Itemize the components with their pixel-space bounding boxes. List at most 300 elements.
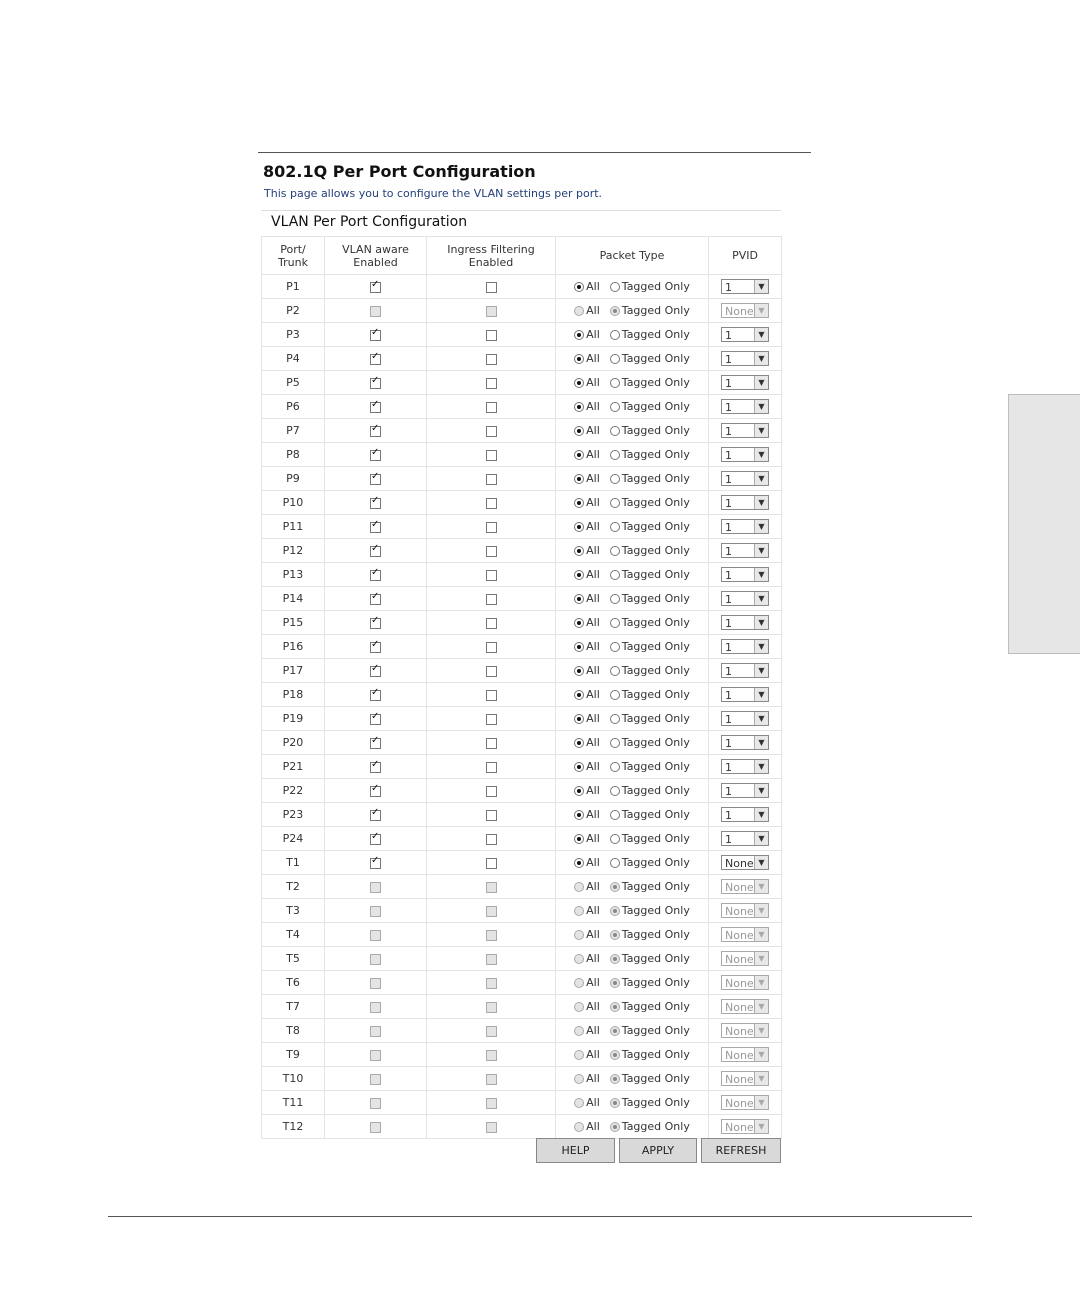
ingress-filtering-checkbox[interactable] <box>486 450 497 461</box>
packet-all-radio[interactable] <box>574 834 584 844</box>
vlan-aware-checkbox[interactable] <box>370 402 381 413</box>
port-cell <box>262 1019 325 1043</box>
pvid-value: 1 <box>725 617 732 630</box>
vlan-aware-cell <box>325 467 427 491</box>
pvid-select <box>721 927 769 942</box>
pvid-cell <box>709 827 782 851</box>
packet-type-cell <box>556 275 709 299</box>
vlan-aware-checkbox[interactable] <box>370 690 381 701</box>
ingress-filtering-checkbox <box>486 882 497 893</box>
packet-all-radio[interactable] <box>574 666 584 676</box>
table-header-row <box>262 237 782 275</box>
packet-all-radio[interactable] <box>574 474 584 484</box>
packet-tagged-radio[interactable] <box>610 402 620 412</box>
ingress-filtering-checkbox[interactable] <box>486 522 497 533</box>
ingress-cell <box>427 1091 556 1115</box>
pvid-select[interactable] <box>721 807 769 822</box>
packet-tagged-radio[interactable] <box>610 642 620 652</box>
packet-tagged-radio[interactable] <box>610 474 620 484</box>
port-cell <box>262 755 325 779</box>
port-cell <box>262 923 325 947</box>
pvid-select[interactable] <box>721 399 769 414</box>
table-row <box>262 779 782 803</box>
chevron-down-icon: ▼ <box>754 976 768 989</box>
ingress-filtering-checkbox[interactable] <box>486 594 497 605</box>
pvid-value: 1 <box>725 785 732 798</box>
packet-all-radio[interactable] <box>574 570 584 580</box>
ingress-filtering-checkbox[interactable] <box>486 834 497 845</box>
packet-all-radio[interactable] <box>574 858 584 868</box>
packet-tagged-label: Tagged Only <box>621 856 690 869</box>
pvid-value: None <box>725 1121 754 1134</box>
packet-tagged-label: Tagged Only <box>621 928 690 941</box>
packet-type-cell <box>556 323 709 347</box>
pvid-select[interactable] <box>721 495 769 510</box>
packet-tagged-label: Tagged Only <box>621 1096 690 1109</box>
ingress-filtering-checkbox[interactable] <box>486 786 497 797</box>
pvid-select[interactable] <box>721 711 769 726</box>
port-label: P16 <box>282 640 304 653</box>
pvid-value: None <box>725 953 754 966</box>
port-label: P21 <box>282 760 304 773</box>
vlan-aware-cell <box>325 323 427 347</box>
port-label: P4 <box>286 352 300 365</box>
ingress-cell <box>427 371 556 395</box>
pvid-cell <box>709 971 782 995</box>
ingress-filtering-checkbox[interactable] <box>486 330 497 341</box>
packet-all-label: All <box>586 736 600 749</box>
ingress-filtering-checkbox[interactable] <box>486 810 497 821</box>
packet-tagged-label: Tagged Only <box>621 760 690 773</box>
packet-all-radio[interactable] <box>574 690 584 700</box>
ingress-filtering-checkbox[interactable] <box>486 666 497 677</box>
vlan-aware-checkbox[interactable] <box>370 762 381 773</box>
vlan-aware-cell <box>325 587 427 611</box>
packet-tagged-radio[interactable] <box>610 786 620 796</box>
pvid-value: 1 <box>725 569 732 582</box>
port-cell <box>262 1091 325 1115</box>
pvid-select[interactable] <box>721 279 769 294</box>
vlan-aware-checkbox <box>370 1098 381 1109</box>
table-row <box>262 395 782 419</box>
packet-tagged-radio[interactable] <box>610 834 620 844</box>
vlan-aware-cell <box>325 371 427 395</box>
packet-all-radio[interactable] <box>574 546 584 556</box>
pvid-select[interactable] <box>721 471 769 486</box>
packet-all-radio[interactable] <box>574 786 584 796</box>
packet-tagged-radio[interactable] <box>610 378 620 388</box>
packet-all-label: All <box>586 1120 600 1133</box>
vlan-aware-checkbox[interactable] <box>370 642 381 653</box>
ingress-cell <box>427 827 556 851</box>
pvid-value: 1 <box>725 497 732 510</box>
ingress-cell <box>427 1115 556 1139</box>
chevron-down-icon: ▼ <box>754 544 768 557</box>
packet-tagged-label: Tagged Only <box>621 472 690 485</box>
packet-all-radio[interactable] <box>574 714 584 724</box>
pvid-select[interactable] <box>721 759 769 774</box>
port-label: T6 <box>286 976 300 989</box>
packet-tagged-radio[interactable] <box>610 738 620 748</box>
packet-tagged-label: Tagged Only <box>621 496 690 509</box>
packet-tagged-label: Tagged Only <box>621 1048 690 1061</box>
packet-all-label: All <box>586 760 600 773</box>
pvid-select[interactable] <box>721 519 769 534</box>
packet-type-cell <box>556 611 709 635</box>
port-cell <box>262 563 325 587</box>
ingress-cell <box>427 299 556 323</box>
packet-all-radio[interactable] <box>574 426 584 436</box>
chevron-down-icon: ▼ <box>754 832 768 845</box>
pvid-value: 1 <box>725 545 732 558</box>
vlan-aware-cell <box>325 419 427 443</box>
packet-all-label: All <box>586 880 600 893</box>
ingress-filtering-checkbox[interactable] <box>486 498 497 509</box>
vlan-aware-checkbox[interactable] <box>370 282 381 293</box>
pvid-cell <box>709 731 782 755</box>
port-label: P12 <box>282 544 304 557</box>
packet-type-cell <box>556 587 709 611</box>
packet-tagged-radio <box>610 1050 620 1060</box>
packet-tagged-radio <box>610 1002 620 1012</box>
ingress-cell <box>427 275 556 299</box>
chevron-down-icon: ▼ <box>754 352 768 365</box>
pvid-select[interactable] <box>721 783 769 798</box>
ingress-filtering-checkbox[interactable] <box>486 762 497 773</box>
pvid-cell <box>709 371 782 395</box>
pvid-value: 1 <box>725 377 732 390</box>
vlan-aware-checkbox[interactable] <box>370 786 381 797</box>
packet-tagged-label: Tagged Only <box>621 520 690 533</box>
ingress-cell <box>427 899 556 923</box>
pvid-select <box>721 1047 769 1062</box>
ingress-filtering-checkbox[interactable] <box>486 546 497 557</box>
chevron-down-icon: ▼ <box>754 1120 768 1133</box>
port-cell <box>262 539 325 563</box>
pvid-cell <box>709 707 782 731</box>
packet-tagged-radio[interactable] <box>610 714 620 724</box>
table-row <box>262 899 782 923</box>
port-label: P23 <box>282 808 304 821</box>
vlan-aware-checkbox[interactable] <box>370 618 381 629</box>
vlan-aware-checkbox[interactable] <box>370 354 381 365</box>
vlan-aware-cell <box>325 827 427 851</box>
vlan-aware-checkbox[interactable] <box>370 522 381 533</box>
pvid-cell <box>709 875 782 899</box>
pvid-select <box>721 1023 769 1038</box>
pvid-cell <box>709 467 782 491</box>
table-row <box>262 1091 782 1115</box>
ingress-filtering-checkbox[interactable] <box>486 474 497 485</box>
port-cell <box>262 683 325 707</box>
packet-tagged-radio[interactable] <box>610 498 620 508</box>
port-cell <box>262 779 325 803</box>
chevron-down-icon: ▼ <box>754 424 768 437</box>
pvid-value: 1 <box>725 473 732 486</box>
pvid-select[interactable] <box>721 423 769 438</box>
packet-tagged-radio <box>610 1122 620 1132</box>
chevron-down-icon: ▼ <box>754 304 768 317</box>
vlan-aware-checkbox[interactable] <box>370 834 381 845</box>
ingress-cell <box>427 947 556 971</box>
packet-all-radio[interactable] <box>574 378 584 388</box>
port-label: T1 <box>286 856 300 869</box>
vlan-aware-cell <box>325 659 427 683</box>
packet-tagged-radio[interactable] <box>610 690 620 700</box>
table-row <box>262 1043 782 1067</box>
packet-all-radio[interactable] <box>574 618 584 628</box>
pvid-select[interactable] <box>721 543 769 558</box>
packet-type-cell <box>556 755 709 779</box>
table-row <box>262 1115 782 1139</box>
pvid-cell <box>709 563 782 587</box>
chevron-down-icon: ▼ <box>754 1072 768 1085</box>
packet-all-radio[interactable] <box>574 762 584 772</box>
vlan-aware-checkbox[interactable] <box>370 426 381 437</box>
port-label: P5 <box>286 376 300 389</box>
pvid-select[interactable] <box>721 831 769 846</box>
chevron-down-icon: ▼ <box>754 568 768 581</box>
packet-all-radio <box>574 1122 584 1132</box>
packet-tagged-label: Tagged Only <box>621 352 690 365</box>
pvid-value: None <box>725 1001 754 1014</box>
ingress-cell <box>427 851 556 875</box>
pvid-select[interactable] <box>721 615 769 630</box>
table-row <box>262 923 782 947</box>
port-label: P6 <box>286 400 300 413</box>
vlan-aware-cell <box>325 995 427 1019</box>
apply-button[interactable]: APPLY <box>619 1138 697 1163</box>
ingress-filtering-checkbox[interactable] <box>486 738 497 749</box>
chevron-down-icon: ▼ <box>754 1024 768 1037</box>
packet-tagged-label: Tagged Only <box>621 784 690 797</box>
packet-all-radio <box>574 1074 584 1084</box>
pvid-select[interactable] <box>721 663 769 678</box>
packet-tagged-radio[interactable] <box>610 330 620 340</box>
ingress-cell <box>427 443 556 467</box>
pvid-value: 1 <box>725 665 732 678</box>
packet-all-label: All <box>586 928 600 941</box>
packet-all-label: All <box>586 712 600 725</box>
table-row <box>262 1019 782 1043</box>
ingress-cell <box>427 539 556 563</box>
packet-all-radio[interactable] <box>574 810 584 820</box>
packet-all-label: All <box>586 424 600 437</box>
packet-type-cell <box>556 803 709 827</box>
port-cell <box>262 419 325 443</box>
pvid-select[interactable] <box>721 447 769 462</box>
port-label: P11 <box>282 520 304 533</box>
vlan-aware-cell <box>325 563 427 587</box>
packet-all-label: All <box>586 352 600 365</box>
vlan-aware-cell <box>325 275 427 299</box>
packet-tagged-label: Tagged Only <box>621 736 690 749</box>
packet-tagged-radio[interactable] <box>610 810 620 820</box>
packet-tagged-radio[interactable] <box>610 570 620 580</box>
packet-all-radio <box>574 306 584 316</box>
vlan-aware-checkbox[interactable] <box>370 330 381 341</box>
packet-tagged-radio[interactable] <box>610 762 620 772</box>
vlan-aware-checkbox[interactable] <box>370 594 381 605</box>
vlan-aware-cell <box>325 731 427 755</box>
chevron-down-icon: ▼ <box>754 592 768 605</box>
vlan-aware-checkbox[interactable] <box>370 378 381 389</box>
ingress-filtering-checkbox[interactable] <box>486 690 497 701</box>
packet-tagged-label: Tagged Only <box>621 712 690 725</box>
pvid-select[interactable] <box>721 351 769 366</box>
packet-all-radio[interactable] <box>574 330 584 340</box>
vlan-aware-cell <box>325 347 427 371</box>
packet-all-label: All <box>586 1024 600 1037</box>
packet-all-radio <box>574 882 584 892</box>
ingress-filtering-checkbox[interactable] <box>486 378 497 389</box>
packet-tagged-radio[interactable] <box>610 426 620 436</box>
packet-tagged-radio[interactable] <box>610 618 620 628</box>
pvid-cell <box>709 419 782 443</box>
packet-type-cell <box>556 395 709 419</box>
table-row <box>262 1067 782 1091</box>
vlan-port-table <box>261 236 782 1139</box>
refresh-button[interactable]: REFRESH <box>701 1138 781 1163</box>
packet-tagged-label: Tagged Only <box>621 952 690 965</box>
ingress-filtering-checkbox[interactable] <box>486 354 497 365</box>
page-description: This page allows you to configure the VLAN settings per port. <box>264 187 603 200</box>
packet-all-radio[interactable] <box>574 354 584 364</box>
packet-all-radio[interactable] <box>574 522 584 532</box>
pvid-select[interactable] <box>721 567 769 582</box>
packet-all-radio[interactable] <box>574 498 584 508</box>
packet-all-radio[interactable] <box>574 450 584 460</box>
vlan-aware-cell <box>325 779 427 803</box>
port-label: T10 <box>282 1072 304 1085</box>
packet-all-radio <box>574 1098 584 1108</box>
vlan-aware-cell <box>325 395 427 419</box>
ingress-filtering-checkbox[interactable] <box>486 714 497 725</box>
pvid-select[interactable] <box>721 687 769 702</box>
packet-tagged-radio[interactable] <box>610 450 620 460</box>
port-cell <box>262 371 325 395</box>
pvid-select[interactable] <box>721 327 769 342</box>
pvid-cell <box>709 1115 782 1139</box>
packet-tagged-radio <box>610 1074 620 1084</box>
pvid-select[interactable] <box>721 639 769 654</box>
ingress-filtering-checkbox[interactable] <box>486 426 497 437</box>
pvid-value: None <box>725 977 754 990</box>
port-label: P18 <box>282 688 304 701</box>
packet-all-radio <box>574 1026 584 1036</box>
packet-all-radio[interactable] <box>574 402 584 412</box>
ingress-filtering-checkbox[interactable] <box>486 402 497 413</box>
vlan-aware-cell <box>325 971 427 995</box>
pvid-cell <box>709 1067 782 1091</box>
packet-tagged-label: Tagged Only <box>621 880 690 893</box>
packet-all-radio[interactable] <box>574 642 584 652</box>
packet-all-radio[interactable] <box>574 738 584 748</box>
help-button[interactable]: HELP <box>536 1138 615 1163</box>
vlan-aware-checkbox[interactable] <box>370 498 381 509</box>
packet-type-cell <box>556 995 709 1019</box>
port-cell <box>262 323 325 347</box>
pvid-value: 1 <box>725 833 732 846</box>
table-row <box>262 851 782 875</box>
vlan-aware-cell <box>325 1115 427 1139</box>
chevron-down-icon: ▼ <box>754 688 768 701</box>
vlan-aware-checkbox[interactable] <box>370 450 381 461</box>
vlan-aware-checkbox[interactable] <box>370 474 381 485</box>
pvid-select[interactable] <box>721 735 769 750</box>
ingress-cell <box>427 659 556 683</box>
pvid-cell <box>709 851 782 875</box>
pvid-cell <box>709 515 782 539</box>
vlan-aware-checkbox[interactable] <box>370 810 381 821</box>
ingress-cell <box>427 347 556 371</box>
packet-all-label: All <box>586 400 600 413</box>
pvid-value: None <box>725 1097 754 1110</box>
pvid-value: 1 <box>725 401 732 414</box>
vlan-aware-checkbox[interactable] <box>370 666 381 677</box>
packet-all-radio[interactable] <box>574 594 584 604</box>
port-label: P22 <box>282 784 304 797</box>
vlan-aware-checkbox[interactable] <box>370 738 381 749</box>
packet-tagged-radio[interactable] <box>610 522 620 532</box>
packet-tagged-label: Tagged Only <box>621 904 690 917</box>
pvid-cell <box>709 443 782 467</box>
packet-tagged-radio[interactable] <box>610 546 620 556</box>
packet-type-cell <box>556 875 709 899</box>
pvid-value: 1 <box>725 641 732 654</box>
packet-tagged-label: Tagged Only <box>621 280 690 293</box>
pvid-select[interactable] <box>721 855 769 870</box>
packet-tagged-radio[interactable] <box>610 594 620 604</box>
vlan-aware-checkbox[interactable] <box>370 858 381 869</box>
ingress-filtering-checkbox[interactable] <box>486 858 497 869</box>
pvid-select[interactable] <box>721 375 769 390</box>
table-row <box>262 371 782 395</box>
packet-type-cell <box>556 779 709 803</box>
packet-tagged-radio[interactable] <box>610 282 620 292</box>
pvid-select <box>721 975 769 990</box>
chevron-down-icon: ▼ <box>754 376 768 389</box>
pvid-cell <box>709 395 782 419</box>
section-divider <box>261 210 781 211</box>
chevron-down-icon: ▼ <box>754 784 768 797</box>
packet-tagged-radio[interactable] <box>610 354 620 364</box>
vlan-aware-cell <box>325 923 427 947</box>
ingress-filtering-checkbox <box>486 1074 497 1085</box>
ingress-filtering-checkbox[interactable] <box>486 282 497 293</box>
pvid-cell <box>709 635 782 659</box>
pvid-select[interactable] <box>721 591 769 606</box>
packet-tagged-radio[interactable] <box>610 666 620 676</box>
packet-all-radio[interactable] <box>574 282 584 292</box>
chevron-down-icon: ▼ <box>754 856 768 869</box>
vlan-aware-checkbox[interactable] <box>370 714 381 725</box>
packet-all-label: All <box>586 808 600 821</box>
ingress-filtering-checkbox[interactable] <box>486 618 497 629</box>
packet-tagged-radio[interactable] <box>610 858 620 868</box>
packet-type-cell <box>556 1115 709 1139</box>
ingress-filtering-checkbox[interactable] <box>486 642 497 653</box>
vlan-aware-checkbox <box>370 906 381 917</box>
port-cell <box>262 395 325 419</box>
ingress-cell <box>427 587 556 611</box>
vlan-aware-cell <box>325 539 427 563</box>
ingress-cell <box>427 971 556 995</box>
vlan-aware-cell <box>325 947 427 971</box>
vlan-aware-checkbox[interactable] <box>370 570 381 581</box>
ingress-filtering-checkbox[interactable] <box>486 570 497 581</box>
vlan-aware-checkbox[interactable] <box>370 546 381 557</box>
